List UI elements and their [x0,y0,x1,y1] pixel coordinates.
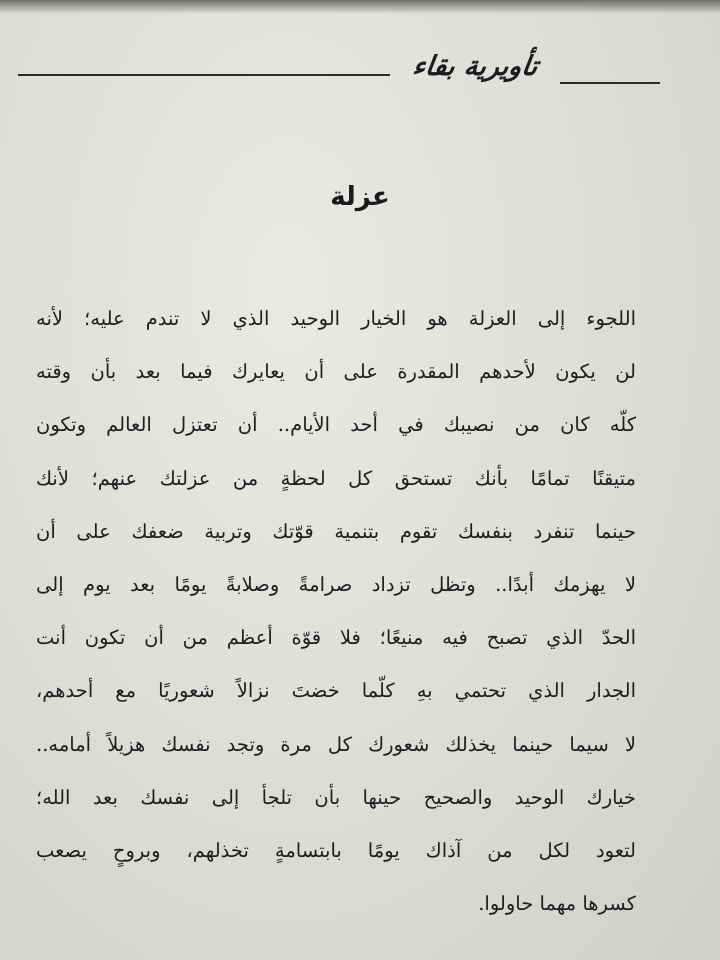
text-line-last: كسرها مهما حاولوا. [478,892,636,916]
chapter-title: عزلة [330,182,390,212]
text-line: كلّه كان من نصيبك في أحد الأيام.. أن تعتزل العالم وتكون [36,413,636,437]
text-line: اللجوء إلى العزلة هو الخيار الوحيد الذي لا تندم عليه؛ لأنه [36,307,636,330]
text-line: الجدار الذي تحتمي بهِ كلّما خضتَ نزالاً شعوريًا مع أحدهم، [36,679,636,703]
text-line: متيقنًا تمامًا بأنك تستحق كل لحظةٍ من عزلتك عنهم؛ لأنك [36,466,636,490]
header-rule-right [560,82,660,84]
text-line: حينما تنفرد بنفسك تقوم بتنمية قوّتك وتربية ضعفك على أن [36,519,636,543]
text-line: لتعود لكل من آذاك يومًا بابتسامةٍ تخذلهم، وبروحٍ يصعب [36,838,636,862]
page-top-shadow [0,0,720,14]
text-line: لا سيما حينما يخذلك شعورك كل مرة وتجد نفسك هزيلاً أمامه.. [36,732,636,756]
text-line: الحدّ الذي تصبح فيه منيعًا؛ فلا قوّة أعظم من أن تكون أنت [36,626,636,650]
body-text [36,292,636,930]
text-line: لا يهزمك أبدًا.. وتظل تزداد صرامةً وصلابةً يومًا بعد يوم إلى [36,572,636,596]
running-header-book-title: تأويرية بقاء [410,51,540,82]
text-line: خيارك الوحيد والصحيح حينها بأن تلجأ إلى نفسك بعد الله؛ [36,785,636,809]
text-line: لن يكون لأحدهم المقدرة على أن يعايرك فيما بعد بأن وقته [36,360,636,384]
header-rule-left [18,74,390,76]
